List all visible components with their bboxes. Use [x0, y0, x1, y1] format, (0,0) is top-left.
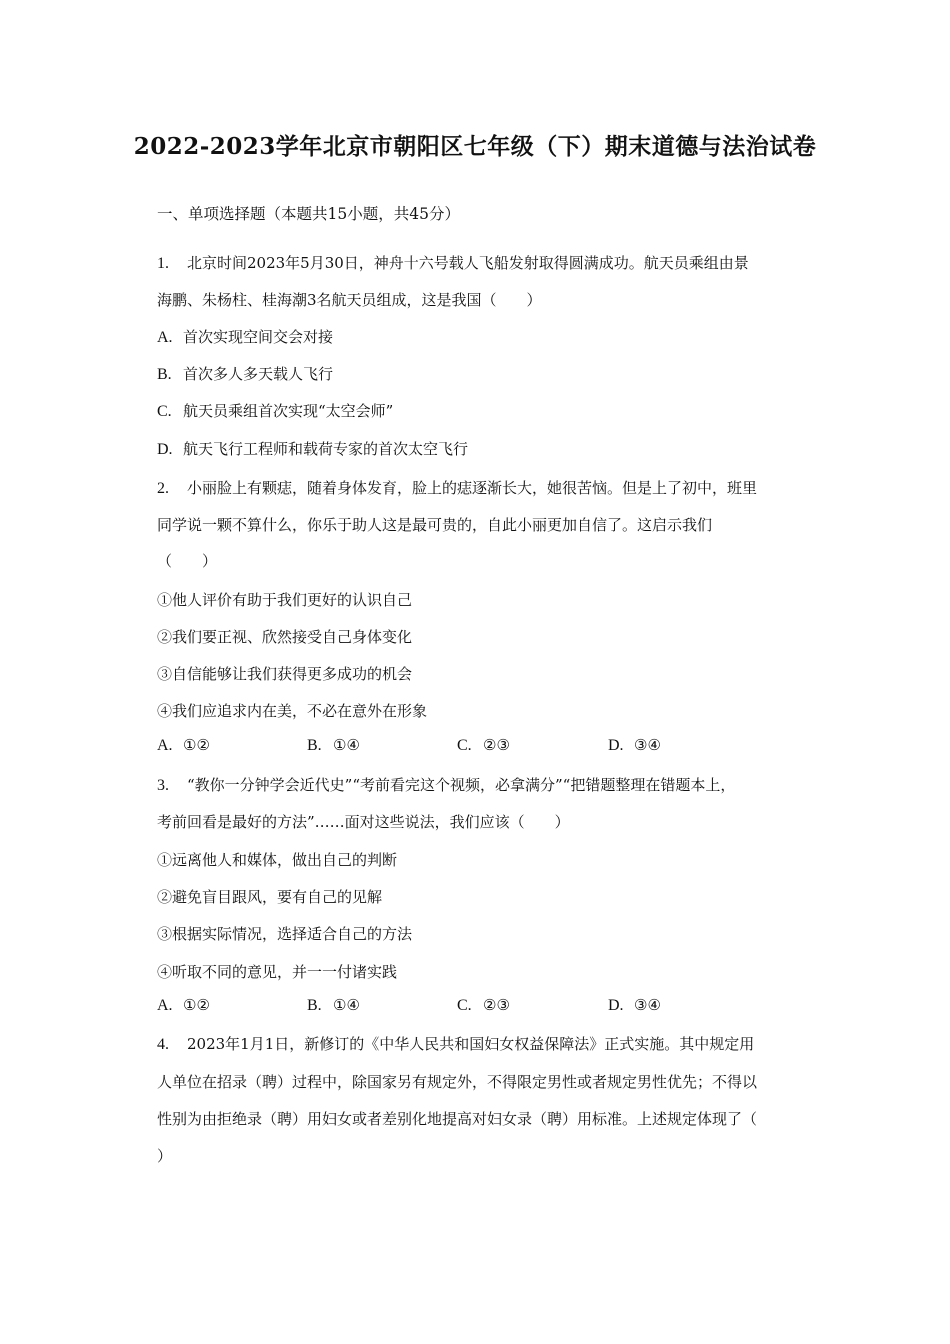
question-number: 4.: [157, 1036, 169, 1053]
q3-statement-3: ③根据实际情况，选择适合自己的方法: [157, 925, 413, 943]
choice-text: ①④: [333, 996, 360, 1014]
q2-statement-2: ②我们要正视、欣然接受自己身体变化: [157, 628, 413, 646]
choice-d: [608, 996, 661, 1015]
choice-text: ①②: [183, 736, 210, 754]
option-text: 航天员乘组首次实现“太空会师”: [183, 402, 394, 420]
option-label: C.: [157, 403, 172, 420]
choice-label: B.: [307, 997, 322, 1014]
choice-label: D.: [608, 737, 624, 754]
choice-text: ③④: [634, 996, 661, 1014]
question-4-line-2: 人单位在招录（聘）过程中，除国家另有规定外，不得限定男性或者规定男性优先；不得以: [157, 1073, 758, 1091]
question-2-line-1: [157, 477, 757, 498]
question-number: 2.: [157, 480, 169, 497]
option-text: 首次多人多天载人飞行: [183, 365, 334, 383]
q2-statement-4: ④我们应追求内在美，不必在意外在形象: [157, 702, 428, 720]
choice-a: [157, 996, 210, 1015]
q2-statement-3: ③自信能够让我们获得更多成功的机会: [157, 665, 413, 683]
q1-option-b: [157, 363, 333, 384]
section-heading: 一、单项选择题（本题共15小题，共45分）: [157, 205, 460, 223]
choice-label: C.: [457, 737, 472, 754]
choice-text: ③④: [634, 736, 661, 754]
choice-b: [307, 996, 360, 1015]
choice-text: ②③: [483, 736, 510, 754]
q3-statement-1: ①远离他人和媒体，做出自己的判断: [157, 851, 398, 869]
question-text: 小丽脸上有颗痣，随着身体发育，脸上的痣逐渐长大，她很苦恼。但是上了初中，班里: [187, 479, 758, 497]
question-4-line-1: [157, 1033, 754, 1054]
option-label: D.: [157, 441, 173, 458]
option-label: A.: [157, 329, 173, 346]
exam-title: 2022-2023学年北京市朝阳区七年级（下）期末道德与法治试卷: [133, 133, 817, 160]
q1-option-d: [157, 438, 468, 459]
question-number: 3.: [157, 777, 169, 794]
question-3-line-2: 考前回看是最好的方法”……面对这些说法，我们应该（ ）: [157, 813, 570, 831]
q1-option-a: [157, 326, 333, 347]
choice-label: D.: [608, 997, 624, 1014]
option-label: B.: [157, 366, 172, 383]
choice-label: C.: [457, 997, 472, 1014]
q3-statement-2: ②避免盲目跟风，要有自己的见解: [157, 888, 383, 906]
question-text: “教你一分钟学会近代史”“考前看完这个视频，必拿满分”“把错题整理在错题本上，: [187, 776, 736, 794]
q1-option-c: [157, 400, 393, 421]
q3-statement-4: ④听取不同的意见，并一一付诸实践: [157, 963, 398, 981]
choice-label: B.: [307, 737, 322, 754]
choice-text: ②③: [483, 996, 510, 1014]
choice-c: [457, 996, 510, 1015]
choice-d: [608, 736, 661, 755]
choice-text: ①②: [183, 996, 210, 1014]
question-number: 1.: [157, 255, 169, 272]
question-4-line-3: 性别为由拒绝录（聘）用妇女或者差别化地提高对妇女录（聘）用标准。上述规定体现了（: [157, 1110, 758, 1128]
question-text: 北京时间2023年5月30日，神舟十六号载人飞船发射取得圆满成功。航天员乘组由景: [187, 254, 749, 272]
option-text: 首次实现空间交会对接: [183, 328, 334, 346]
question-4-line-4: ）: [157, 1147, 173, 1165]
question-text: 2023年1月1日，新修订的《中华人民共和国妇女权益保障法》正式实施。其中规定用: [187, 1035, 755, 1053]
question-3-line-1: [157, 774, 735, 795]
choice-label: A.: [157, 737, 173, 754]
question-2-line-3: （ ）: [157, 552, 218, 570]
question-1-line-2: 海鹏、朱杨柱、桂海潮3名航天员组成，这是我国（ ）: [157, 291, 542, 309]
question-2-line-2: 同学说一颗不算什么，你乐于助人这是最可贵的，自此小丽更加自信了。这启示我们: [157, 516, 713, 534]
choice-text: ①④: [333, 736, 360, 754]
q2-statement-1: ①他人评价有助于我们更好的认识自己: [157, 591, 413, 609]
question-1-line-1: [157, 252, 749, 273]
choice-b: [307, 736, 360, 755]
choice-c: [457, 736, 510, 755]
option-text: 航天飞行工程师和载荷专家的首次太空飞行: [183, 440, 469, 458]
choice-label: A.: [157, 997, 173, 1014]
choice-a: [157, 736, 210, 755]
